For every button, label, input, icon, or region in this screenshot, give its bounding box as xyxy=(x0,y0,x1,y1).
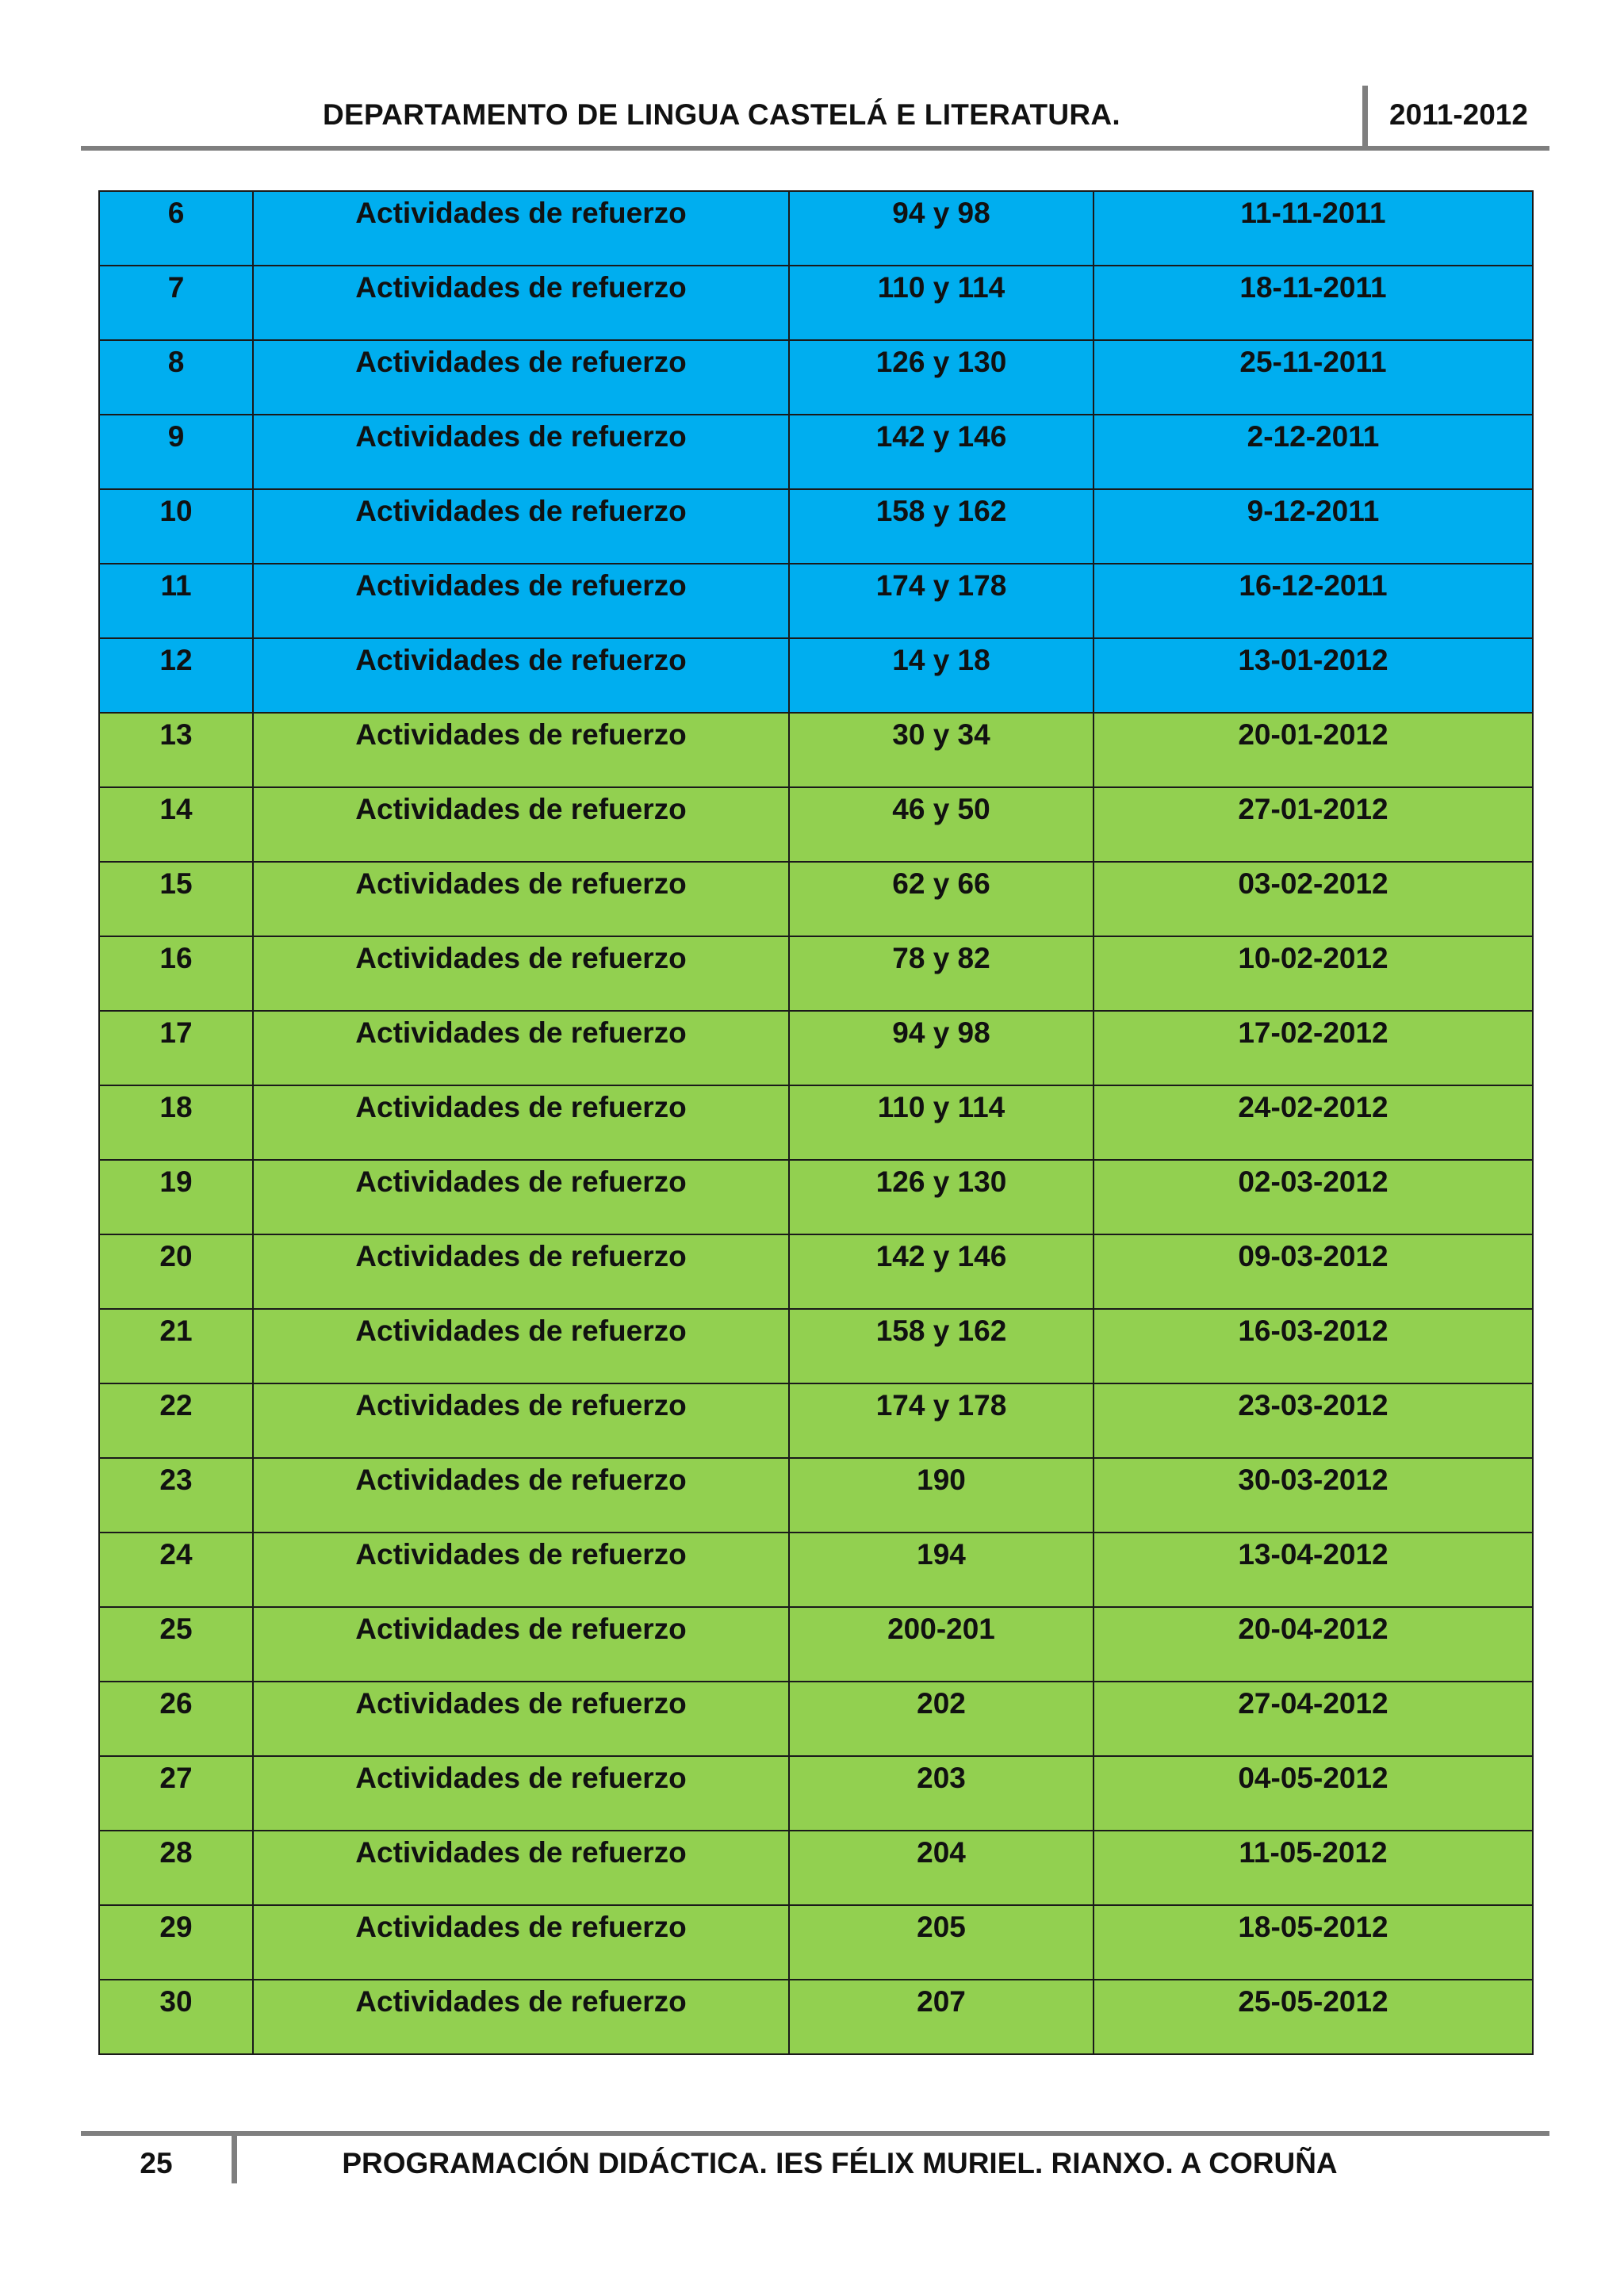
date-cell: 02-03-2012 xyxy=(1094,1160,1533,1234)
table-row xyxy=(99,787,1533,862)
row-number-cell: 9 xyxy=(99,415,253,489)
row-number-cell: 14 xyxy=(99,787,253,862)
header-separator xyxy=(1362,86,1368,147)
date-cell: 13-01-2012 xyxy=(1094,638,1533,713)
pages-cell: 126 y 130 xyxy=(789,1160,1094,1234)
pages-cell: 205 xyxy=(789,1905,1094,1980)
activity-cell: Actividades de refuerzo xyxy=(253,1011,789,1085)
footer-separator xyxy=(232,2136,237,2183)
row-number-cell: 10 xyxy=(99,489,253,564)
row-number-cell: 11 xyxy=(99,564,253,638)
row-number-cell: 19 xyxy=(99,1160,253,1234)
table-row xyxy=(99,936,1533,1011)
activity-cell: Actividades de refuerzo xyxy=(253,787,789,862)
row-number-cell: 13 xyxy=(99,713,253,787)
activity-cell: Actividades de refuerzo xyxy=(253,1309,789,1383)
row-number-cell: 26 xyxy=(99,1682,253,1756)
date-cell: 11-05-2012 xyxy=(1094,1831,1533,1905)
date-cell: 24-02-2012 xyxy=(1094,1085,1533,1160)
pages-cell: 110 y 114 xyxy=(789,266,1094,340)
row-number-cell: 17 xyxy=(99,1011,253,1085)
footer-rule xyxy=(81,2131,1549,2136)
activity-cell: Actividades de refuerzo xyxy=(253,489,789,564)
table-row xyxy=(99,415,1533,489)
activity-cell: Actividades de refuerzo xyxy=(253,1458,789,1533)
row-number-cell: 12 xyxy=(99,638,253,713)
date-cell: 25-11-2011 xyxy=(1094,340,1533,415)
page-number: 25 xyxy=(140,2147,173,2179)
row-number-cell: 24 xyxy=(99,1533,253,1607)
pages-cell: 158 y 162 xyxy=(789,489,1094,564)
table-row xyxy=(99,340,1533,415)
table-row xyxy=(99,1160,1533,1234)
row-number-cell: 27 xyxy=(99,1756,253,1831)
pages-cell: 207 xyxy=(789,1980,1094,2054)
date-cell: 09-03-2012 xyxy=(1094,1234,1533,1309)
header-year: 2011-2012 xyxy=(1389,98,1528,131)
pages-cell: 202 xyxy=(789,1682,1094,1756)
table-row xyxy=(99,1980,1533,2054)
activity-cell: Actividades de refuerzo xyxy=(253,1980,789,2054)
pages-cell: 30 y 34 xyxy=(789,713,1094,787)
table-row xyxy=(99,1682,1533,1756)
row-number-cell: 29 xyxy=(99,1905,253,1980)
activity-cell: Actividades de refuerzo xyxy=(253,415,789,489)
footer-title: PROGRAMACIÓN DIDÁCTICA. IES FÉLIX MURIEL. RIANXO. A CORUÑA xyxy=(342,2147,1338,2179)
activity-cell: Actividades de refuerzo xyxy=(253,713,789,787)
activity-cell: Actividades de refuerzo xyxy=(253,191,789,266)
date-cell: 18-05-2012 xyxy=(1094,1905,1533,1980)
date-cell: 27-04-2012 xyxy=(1094,1682,1533,1756)
pages-cell: 62 y 66 xyxy=(789,862,1094,936)
pages-cell: 200-201 xyxy=(789,1607,1094,1682)
activity-cell: Actividades de refuerzo xyxy=(253,1831,789,1905)
date-cell: 9-12-2011 xyxy=(1094,489,1533,564)
table-row xyxy=(99,1011,1533,1085)
activity-cell: Actividades de refuerzo xyxy=(253,1383,789,1458)
date-cell: 30-03-2012 xyxy=(1094,1458,1533,1533)
date-cell: 20-04-2012 xyxy=(1094,1607,1533,1682)
activity-cell: Actividades de refuerzo xyxy=(253,1160,789,1234)
table-row xyxy=(99,713,1533,787)
row-number-cell: 21 xyxy=(99,1309,253,1383)
date-cell: 16-03-2012 xyxy=(1094,1309,1533,1383)
table-row xyxy=(99,266,1533,340)
activity-cell: Actividades de refuerzo xyxy=(253,1756,789,1831)
date-cell: 13-04-2012 xyxy=(1094,1533,1533,1607)
row-number-cell: 30 xyxy=(99,1980,253,2054)
table-row xyxy=(99,1533,1533,1607)
activity-cell: Actividades de refuerzo xyxy=(253,638,789,713)
date-cell: 18-11-2011 xyxy=(1094,266,1533,340)
row-number-cell: 22 xyxy=(99,1383,253,1458)
header-rule xyxy=(81,146,1549,151)
table-row xyxy=(99,1607,1533,1682)
activity-cell: Actividades de refuerzo xyxy=(253,1905,789,1980)
table-row xyxy=(99,1309,1533,1383)
activity-cell: Actividades de refuerzo xyxy=(253,936,789,1011)
pages-cell: 142 y 146 xyxy=(789,415,1094,489)
row-number-cell: 16 xyxy=(99,936,253,1011)
date-cell: 03-02-2012 xyxy=(1094,862,1533,936)
pages-cell: 78 y 82 xyxy=(789,936,1094,1011)
row-number-cell: 8 xyxy=(99,340,253,415)
activity-cell: Actividades de refuerzo xyxy=(253,1682,789,1756)
row-number-cell: 7 xyxy=(99,266,253,340)
pages-cell: 94 y 98 xyxy=(789,191,1094,266)
row-number-cell: 6 xyxy=(99,191,253,266)
table-row xyxy=(99,1756,1533,1831)
date-cell: 17-02-2012 xyxy=(1094,1011,1533,1085)
date-cell: 2-12-2011 xyxy=(1094,415,1533,489)
activities-table-body xyxy=(99,191,1533,2054)
row-number-cell: 18 xyxy=(99,1085,253,1160)
row-number-cell: 28 xyxy=(99,1831,253,1905)
table-row xyxy=(99,191,1533,266)
pages-cell: 158 y 162 xyxy=(789,1309,1094,1383)
row-number-cell: 25 xyxy=(99,1607,253,1682)
activity-cell: Actividades de refuerzo xyxy=(253,340,789,415)
pages-cell: 94 y 98 xyxy=(789,1011,1094,1085)
activity-cell: Actividades de refuerzo xyxy=(253,266,789,340)
table-row xyxy=(99,1905,1533,1980)
activity-cell: Actividades de refuerzo xyxy=(253,1234,789,1309)
row-number-cell: 20 xyxy=(99,1234,253,1309)
date-cell: 27-01-2012 xyxy=(1094,787,1533,862)
date-cell: 16-12-2011 xyxy=(1094,564,1533,638)
pages-cell: 204 xyxy=(789,1831,1094,1905)
pages-cell: 46 y 50 xyxy=(789,787,1094,862)
pages-cell: 174 y 178 xyxy=(789,1383,1094,1458)
date-cell: 04-05-2012 xyxy=(1094,1756,1533,1831)
pages-cell: 194 xyxy=(789,1533,1094,1607)
pages-cell: 142 y 146 xyxy=(789,1234,1094,1309)
row-number-cell: 15 xyxy=(99,862,253,936)
table-row xyxy=(99,1383,1533,1458)
header-title: DEPARTAMENTO DE LINGUA CASTELÁ E LITERATURA. xyxy=(322,98,1121,131)
pages-cell: 14 y 18 xyxy=(789,638,1094,713)
activity-cell: Actividades de refuerzo xyxy=(253,862,789,936)
table-row xyxy=(99,564,1533,638)
date-cell: 20-01-2012 xyxy=(1094,713,1533,787)
activity-cell: Actividades de refuerzo xyxy=(253,1607,789,1682)
date-cell: 10-02-2012 xyxy=(1094,936,1533,1011)
page-header xyxy=(81,82,1549,151)
pages-cell: 110 y 114 xyxy=(789,1085,1094,1160)
table-row xyxy=(99,638,1533,713)
table-row xyxy=(99,862,1533,936)
date-cell: 23-03-2012 xyxy=(1094,1383,1533,1458)
activity-cell: Actividades de refuerzo xyxy=(253,1085,789,1160)
activity-cell: Actividades de refuerzo xyxy=(253,564,789,638)
date-cell: 25-05-2012 xyxy=(1094,1980,1533,2054)
table-row xyxy=(99,1085,1533,1160)
pages-cell: 174 y 178 xyxy=(789,564,1094,638)
page-footer xyxy=(81,2131,1549,2183)
pages-cell: 190 xyxy=(789,1458,1094,1533)
table-row xyxy=(99,489,1533,564)
pages-cell: 203 xyxy=(789,1756,1094,1831)
table-row xyxy=(99,1458,1533,1533)
date-cell: 11-11-2011 xyxy=(1094,191,1533,266)
activities-table xyxy=(98,190,1534,2055)
table-row xyxy=(99,1234,1533,1309)
activity-cell: Actividades de refuerzo xyxy=(253,1533,789,1607)
table-row xyxy=(99,1831,1533,1905)
row-number-cell: 23 xyxy=(99,1458,253,1533)
pages-cell: 126 y 130 xyxy=(789,340,1094,415)
